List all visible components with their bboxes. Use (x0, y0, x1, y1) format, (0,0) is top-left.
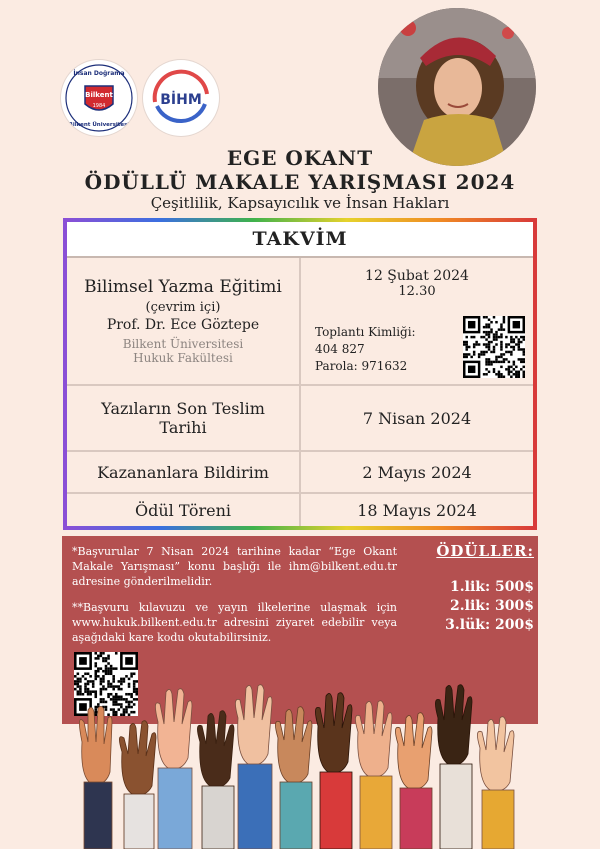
hand-3 (155, 689, 192, 849)
bihm-text: BİHM (160, 92, 202, 108)
insan-dograma-logo (61, 60, 137, 136)
logo-left-top-text: İnsan Doğrama (73, 70, 125, 77)
training-institution1: Bilkent Üniversitesi (122, 337, 244, 351)
calendar-row-training (67, 258, 533, 386)
prize-third: 3.lük: 200$ (445, 617, 534, 633)
deadline-label-line1: Yazıların Son Teslim (101, 399, 265, 418)
deadline-date: 7 Nisan 2024 (362, 408, 472, 428)
calendar-table (63, 218, 537, 530)
deadline-date-cell (301, 386, 533, 450)
deadline-label-cell (67, 386, 301, 450)
raised-hands-illustration (62, 682, 538, 849)
hand-7 (315, 693, 352, 849)
training-institution2: Hukuk Fakültesi (133, 351, 233, 365)
prizes-heading: ÖDÜLLER: (436, 542, 534, 560)
logo-left-bottom-text: Bilkent Üniversitesi (68, 122, 130, 128)
notification-date: 2 Mayıs 2024 (362, 462, 472, 482)
logo-left-year-text: 1984 (92, 103, 106, 109)
training-date: 12 Şubat 2024 (365, 268, 469, 284)
notification-label: Kazananlara Bildirim (97, 462, 269, 482)
calendar-row-notification (67, 452, 533, 494)
training-time: 12.30 (398, 284, 436, 299)
hand-10 (435, 685, 472, 849)
logo-left-center-text: Bilkent (85, 91, 113, 99)
notification-date-cell (301, 452, 533, 492)
application-notes (72, 544, 397, 656)
event-subtitle: Çeşitlilik, Kapsayıcılık ve İnsan Hakları (150, 194, 450, 212)
hand-8 (355, 701, 392, 849)
bihm-logo (143, 60, 219, 136)
hand-1 (79, 706, 112, 849)
training-cell (67, 258, 301, 384)
event-title-line1: EGE OKANT (226, 146, 374, 170)
prize-second: 2.lik: 300$ (450, 598, 534, 614)
hand-5 (235, 685, 272, 849)
ceremony-date: 18 Mayıs 2024 (357, 500, 477, 520)
hand-6 (275, 707, 312, 849)
deadline-label-line2: Tarihi (159, 418, 207, 437)
hand-11 (477, 717, 514, 849)
training-mode: (çevrim içi) (145, 300, 221, 315)
training-title: Bilimsel Yazma Eğitimi (84, 277, 282, 297)
training-speaker: Prof. Dr. Ece Göztepe (106, 317, 260, 333)
meeting-qr-code[interactable] (463, 316, 525, 378)
portrait-photo (378, 8, 536, 166)
prizes-block (432, 542, 534, 635)
meeting-id-label: Toplantı Kimliği: (315, 325, 416, 339)
meeting-password: Parola: 971632 (315, 359, 408, 373)
hand-4 (197, 711, 234, 849)
ceremony-label-cell (67, 494, 301, 526)
notification-label-cell (67, 452, 301, 492)
calendar-heading: TAKVİM (67, 222, 533, 258)
prize-first: 1.lik: 500$ (450, 579, 534, 595)
hand-9 (395, 713, 432, 849)
ceremony-label: Ödül Töreni (134, 500, 232, 520)
application-note-1: *Başvurular 7 Nisan 2024 tarihine kadar “Ege Okant Makale Yarışması” konu başlığı ile ihm@bilkent.edu.tr adresine gönderilmelidir. (72, 545, 397, 588)
ceremony-date-cell (301, 494, 533, 526)
hand-2 (119, 721, 156, 849)
event-title-line2: ÖDÜLLÜ MAKALE YARIŞMASI 2024 (84, 170, 516, 194)
calendar-row-deadline (67, 386, 533, 452)
meeting-id: 404 827 (315, 342, 365, 356)
meeting-info (315, 324, 416, 375)
training-date-cell (301, 258, 533, 384)
application-note-2: **Başvuru kılavuzu ve yayın ilkelerine ulaşmak için www.hukuk.bilkent.edu.tr adresini ziyaret edebilir veya aşağıdaki kare kodu okutabilirsiniz. (72, 601, 397, 644)
calendar-row-ceremony (67, 494, 533, 526)
